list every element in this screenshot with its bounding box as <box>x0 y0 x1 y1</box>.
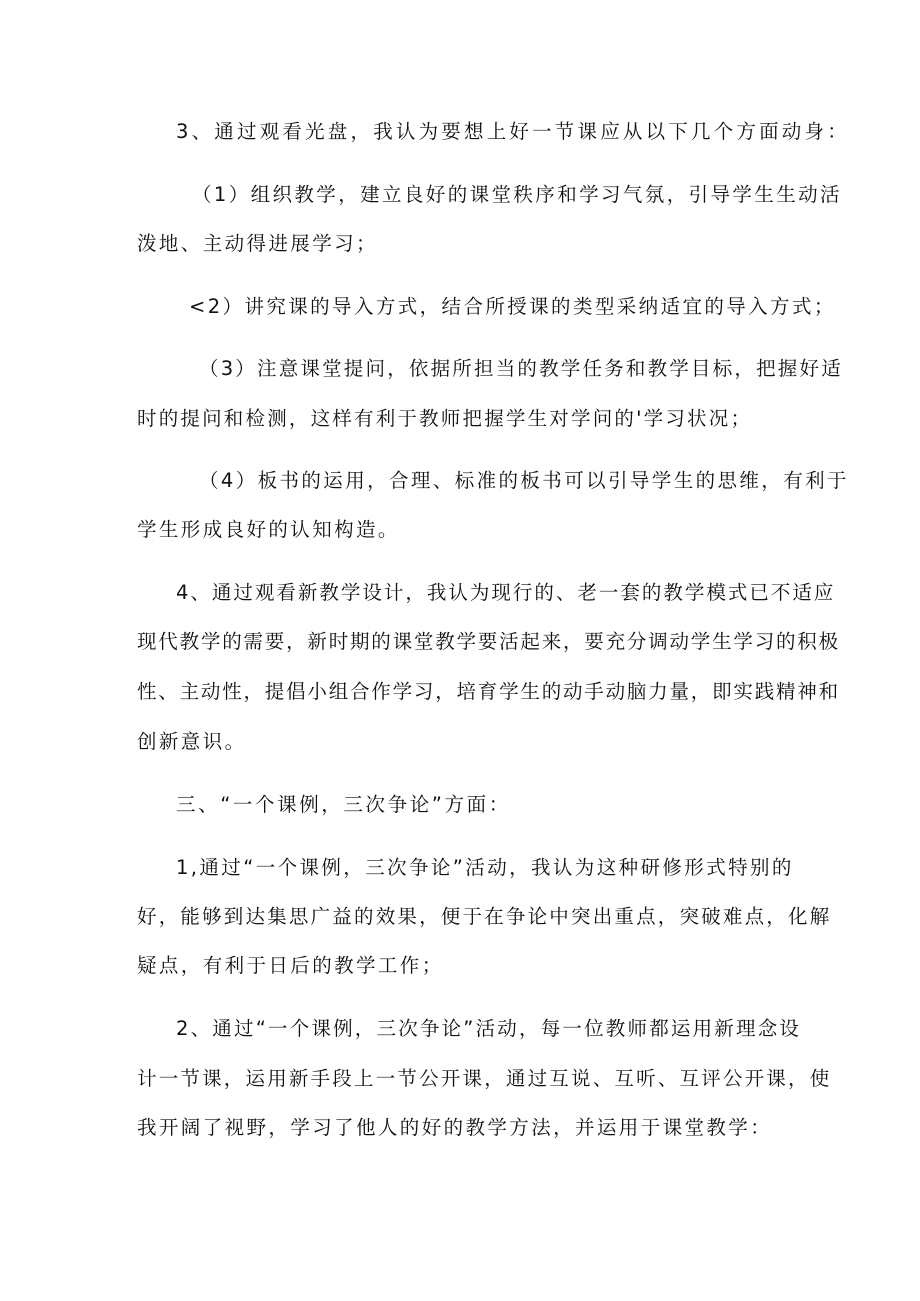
text-line: 我开阔了视野，学习了他人的好的教学方法，并运用于课堂教学： <box>137 1116 773 1139</box>
text-line: 现代教学的需要，新时期的课堂教学要活起来，要充分调动学生学习的积极 <box>137 630 840 653</box>
text-line: 疑点，有利于日后的教学工作； <box>137 954 444 977</box>
text-line: 时的提问和检测，这样有利于教师把握学生对学问的'学习状况； <box>137 407 753 430</box>
text-line: 好，能够到达集思广益的效果，便于在争论中突出重点，突破难点，化解 <box>137 905 832 928</box>
text-line: 性、主动性，提倡小组合作学习，培育学生的动手动脑力量，即实践精神和 <box>137 680 840 703</box>
text-line: 3、通过观看光盘，我认为要想上好一节课应从以下几个方面动身： <box>176 120 850 143</box>
text-line: 泼地、主动得进展学习； <box>137 232 378 255</box>
text-line: 1,通过“一个课例，三次争论”活动，我认为这种研修形式特别的 <box>176 856 794 879</box>
text-line: 创新意识。 <box>137 730 247 753</box>
text-line: （1）组织教学，建立良好的课堂秩序和学习气氛，引导学生生动活 <box>192 183 842 206</box>
text-line: 计一节课，运用新手段上一节公开课，通过互说、互听、互评公开课，使 <box>137 1067 832 1090</box>
section-heading: 三、“一个课例，三次争论”方面： <box>176 793 511 816</box>
text-line: 2、通过“一个课例，三次争论”活动，每一位教师都运用新理念设 <box>176 1017 802 1040</box>
text-line: 学生形成良好的认知构造。 <box>137 518 400 541</box>
text-line: （4）板书的运用，合理、标准的板书可以引导学生的思维，有利于 <box>199 469 849 492</box>
text-line: <2）讲究课的导入方式，结合所授课的类型采纳适宜的导入方式； <box>189 295 836 318</box>
text-line: 4、通过观看新教学设计，我认为现行的、老一套的教学模式已不适应 <box>176 581 836 604</box>
text-line: （3）注意课堂提问，依据所担当的教学任务和教学目标，把握好适 <box>199 357 843 380</box>
